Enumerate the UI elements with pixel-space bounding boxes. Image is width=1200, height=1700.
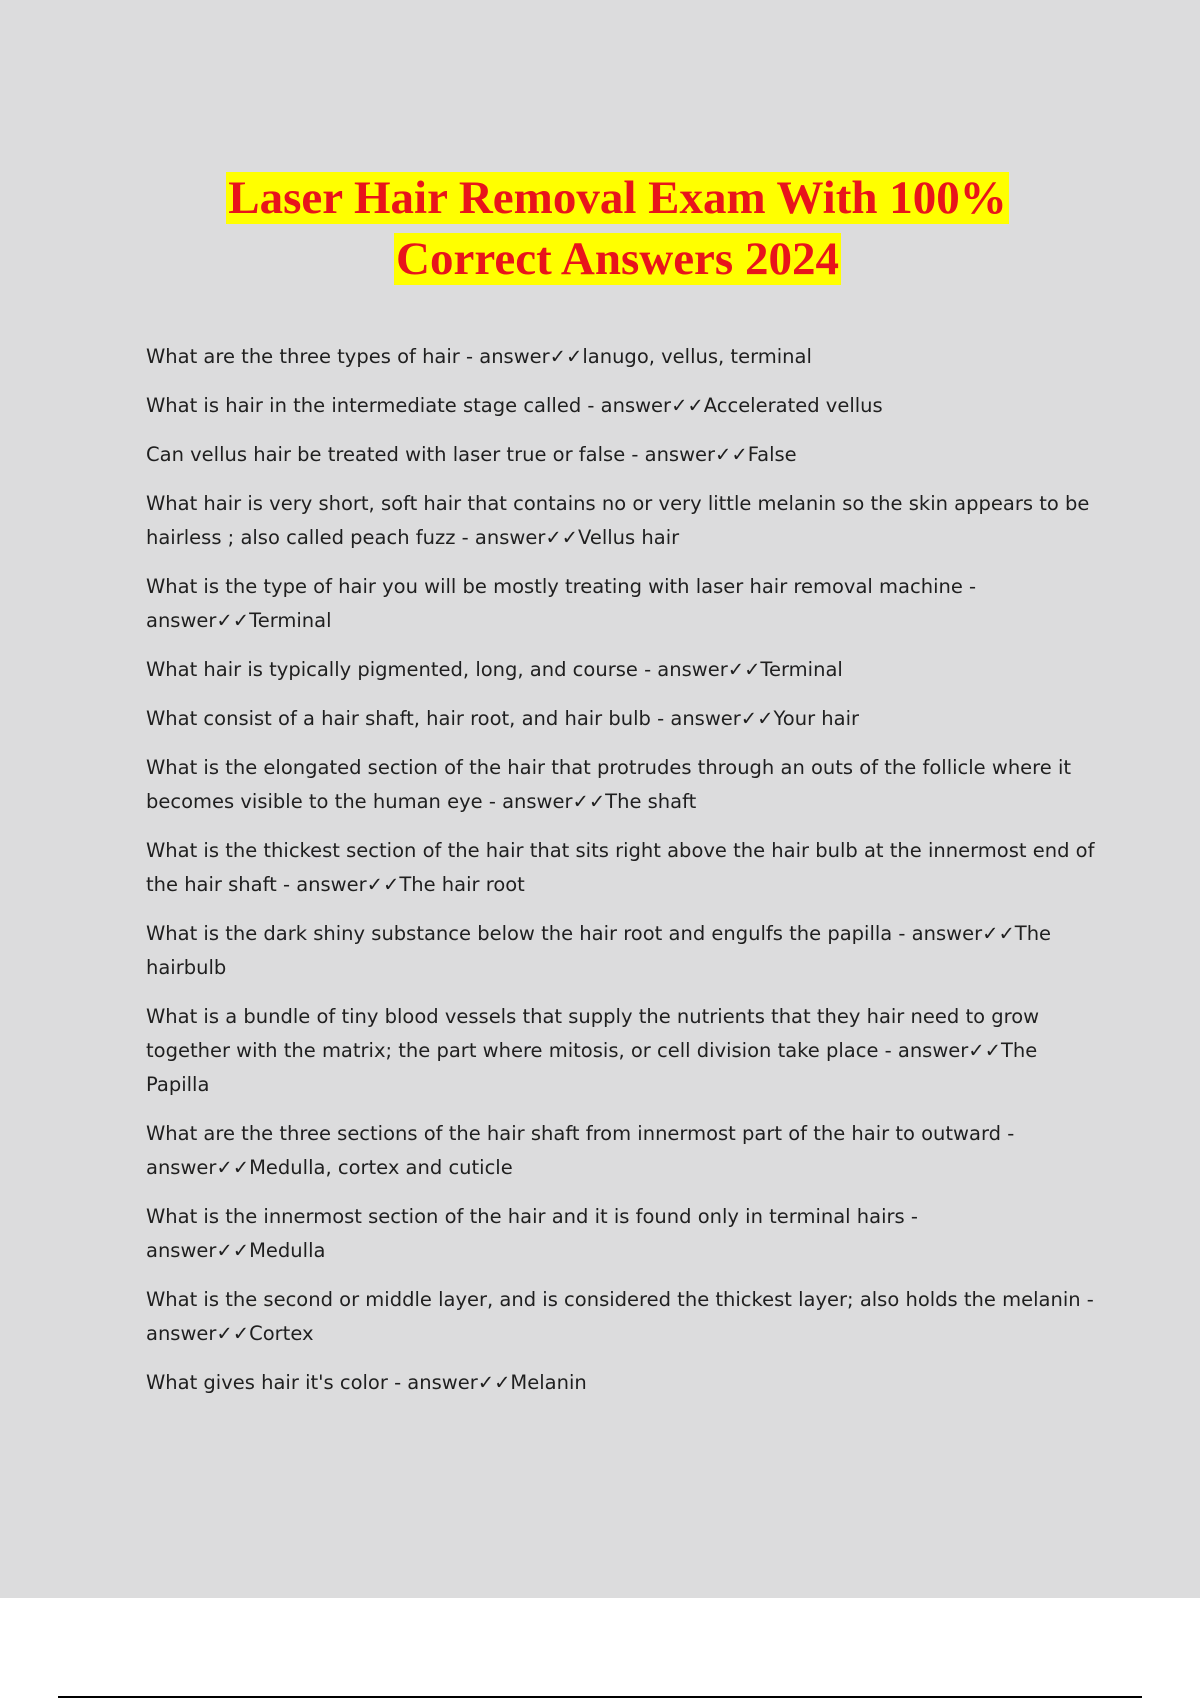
qa-item: What are the three types of hair - answer✓✓lanugo, vellus, terminal <box>146 345 812 368</box>
qa-item: What is hair in the intermediate stage called - answer✓✓Accelerated vellus <box>146 394 883 417</box>
qa-item: What is the thickest section of the hair that sits right above the hair bulb at the innermost end of the hair shaft - answer✓✓The hair root <box>146 839 1095 896</box>
qa-item: What hair is typically pigmented, long, and course - answer✓✓Terminal <box>146 658 843 681</box>
qa-item: What hair is very short, soft hair that contains no or very little melanin so the skin appears to be hairless ; also called peach fuzz - answer✓✓Vellus hair <box>146 492 1090 549</box>
qa-item: What is the innermost section of the hair and it is found only in terminal hairs - answer✓✓Medulla <box>146 1205 918 1262</box>
qa-item: What is a bundle of tiny blood vessels that supply the nutrients that they hair need to grow together with the matrix; the part where mitosis, or cell division take place - answer✓✓The Papilla <box>146 1005 1040 1096</box>
qa-item: Can vellus hair be treated with laser true or false - answer✓✓False <box>146 443 797 466</box>
qa-item: What is the dark shiny substance below the hair root and engulfs the papilla - answer✓✓The hairbulb <box>146 922 1052 979</box>
qa-item: What is the second or middle layer, and is considered the thickest layer; also holds the melanin - answer✓✓Cortex <box>146 1288 1094 1345</box>
question-answer-list <box>146 340 1096 1415</box>
title-line-2: Correct Answers 2024 <box>396 233 839 285</box>
qa-item: What is the elongated section of the hair that protrudes through an outs of the follicle where it becomes visible to the human eye - answer✓✓The shaft <box>146 756 1072 813</box>
qa-item: What gives hair it's color - answer✓✓Melanin <box>146 1371 587 1394</box>
next-page-divider <box>58 1696 1142 1698</box>
title-line-1: Laser Hair Removal Exam With 100% <box>228 172 1007 224</box>
qa-item: What is the type of hair you will be mostly treating with laser hair removal machine - answer✓✓Terminal <box>146 575 977 632</box>
qa-item: What are the three sections of the hair shaft from innermost part of the hair to outward - answer✓✓Medulla, cortex and cuticle <box>146 1122 1015 1179</box>
qa-item: What consist of a hair shaft, hair root, and hair bulb - answer✓✓Your hair <box>146 707 860 730</box>
document-title <box>0 168 1200 290</box>
